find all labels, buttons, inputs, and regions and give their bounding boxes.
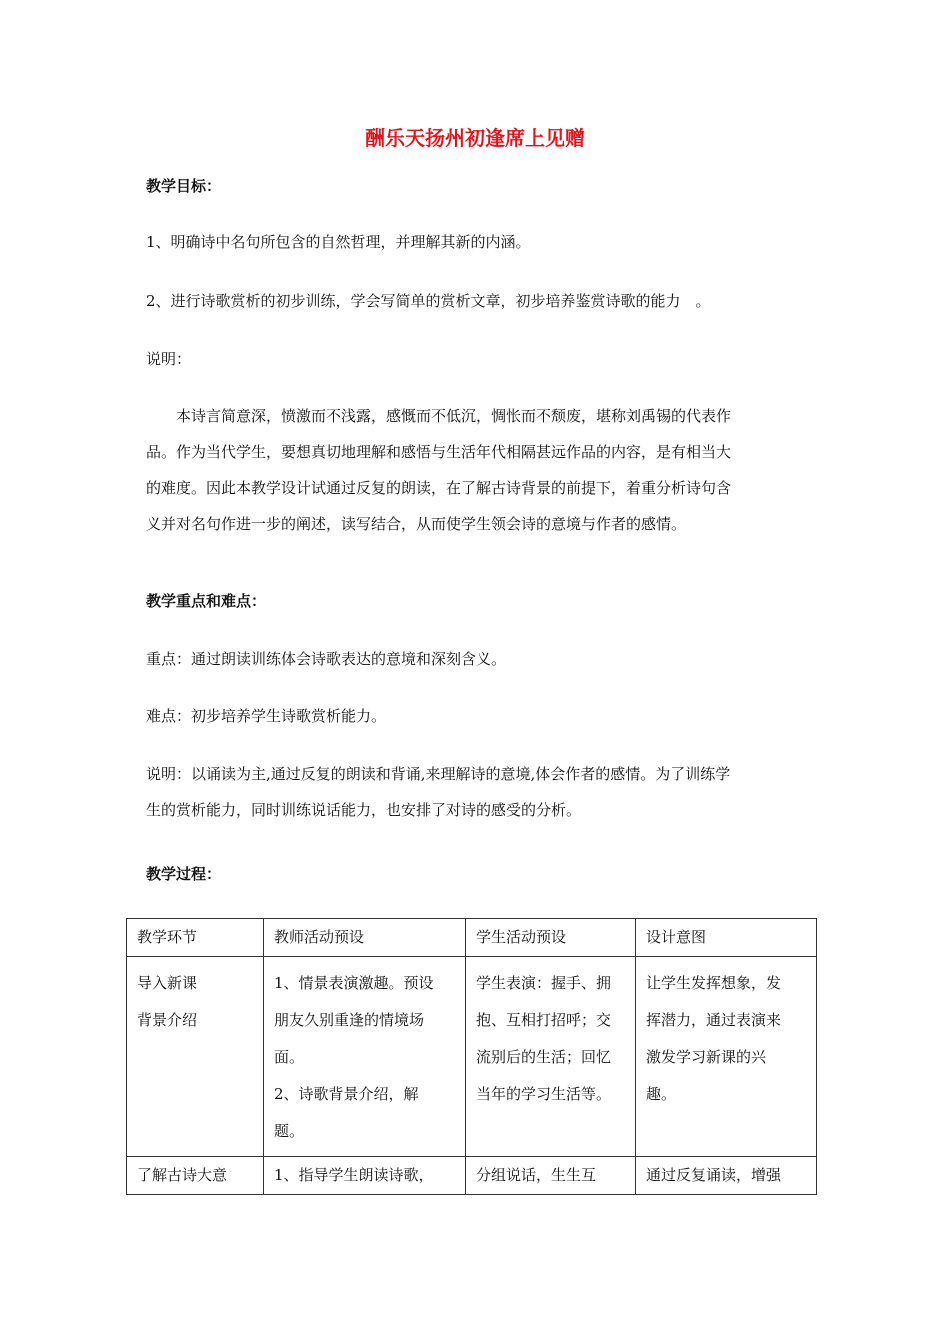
header-cell-teacher: 教师活动预设 [264,919,466,957]
cell-line: 让学生发挥想象，发 [646,974,782,992]
cell-line: 面。 [274,1048,305,1066]
process-heading: 教学过程： [146,865,222,883]
paragraph-line: 本诗言简意深，愤激而不浅露，感慨而不低沉，惆怅而不颓废，堪称刘禹锡的代表作 [146,407,732,425]
objectives-heading: 教学目标： [146,177,222,195]
cell-line: 学生表演：握手、拥 [476,974,612,992]
stage-cell [127,957,264,1157]
header-cell-student: 学生活动预设 [466,919,636,957]
cell-line: 当年的学习生活等。 [476,1085,612,1103]
cell-line: 流别后的生活；回忆 [476,1048,612,1066]
intent-cell [636,1157,817,1195]
keypoints-difficulty: 难点：初步培养学生诗歌赏析能力。 [146,707,387,725]
cell-line: 趣。 [646,1085,677,1103]
paragraph-line: 义并对名句作进一步的阐述，读写结合，从而使学生领会诗的意境与作者的感情。 [146,515,687,533]
stage-cell [127,1157,264,1195]
cell-line: 1、指导学生朗读诗歌， [274,1166,434,1184]
table-header-row [127,919,817,957]
lesson-process-table [126,918,817,1195]
objectives-note-paragraph [146,398,814,542]
cell-line: 背景介绍 [137,1011,198,1029]
paragraph-line: 生的赏析能力，同时训练说话能力，也安排了对诗的感受的分析。 [146,801,582,819]
header-cell-stage: 教学环节 [127,919,264,957]
paragraph-line: 品。作为当代学生，要想真切地理解和感悟与生活年代相隔甚远作品的内容，是有相当大 [146,443,732,461]
objectives-note-label: 说明： [146,350,192,368]
cell-line: 2、诗歌背景介绍，解 [274,1085,419,1103]
cell-line: 激发学习新课的兴 [646,1048,767,1066]
paragraph-line: 说明：以诵读为主,通过反复的朗读和背诵,来理解诗的意境,体会作者的感情。为了训练学 [146,765,731,783]
objective-item-2: 2、进行诗歌赏析的初步训练，学会写简单的赏析文章，初步培养鉴赏诗歌的能力 。 [146,292,711,310]
paragraph-line: 的难度。因此本教学设计试通过反复的朗读，在了解古诗背景的前提下，着重分析诗句含 [146,479,732,497]
cell-line: 1、情景表演激趣。预设 [274,974,434,992]
objective-item-1: 1、明确诗中名句所包含的自然哲理，并理解其新的内涵。 [146,233,531,251]
intent-cell [636,957,817,1157]
keypoints-note-paragraph [146,756,814,828]
table-row [127,957,817,1157]
cell-line: 了解古诗大意 [137,1166,228,1184]
student-cell [466,957,636,1157]
teacher-cell [264,1157,466,1195]
page-title: 酬乐天扬州初逢席上见赠 [365,126,585,150]
cell-line: 抱、互相打招呼；交 [476,1011,612,1029]
header-cell-intent: 设计意图 [636,919,817,957]
cell-line: 题。 [274,1122,305,1140]
student-cell [466,1157,636,1195]
teacher-cell [264,957,466,1157]
cell-line: 分组说话，生生互 [476,1166,597,1184]
keypoints-focus: 重点：通过朗读训练体会诗歌表达的意境和深刻含义。 [146,650,507,668]
table-row [127,1157,817,1195]
cell-line: 通过反复诵读，增强 [646,1166,782,1184]
cell-line: 导入新课 [137,974,198,992]
keypoints-heading: 教学重点和难点： [146,592,267,610]
cell-line: 挥潜力，通过表演来 [646,1011,782,1029]
cell-line: 朋友久别重逢的情境场 [274,1011,425,1029]
